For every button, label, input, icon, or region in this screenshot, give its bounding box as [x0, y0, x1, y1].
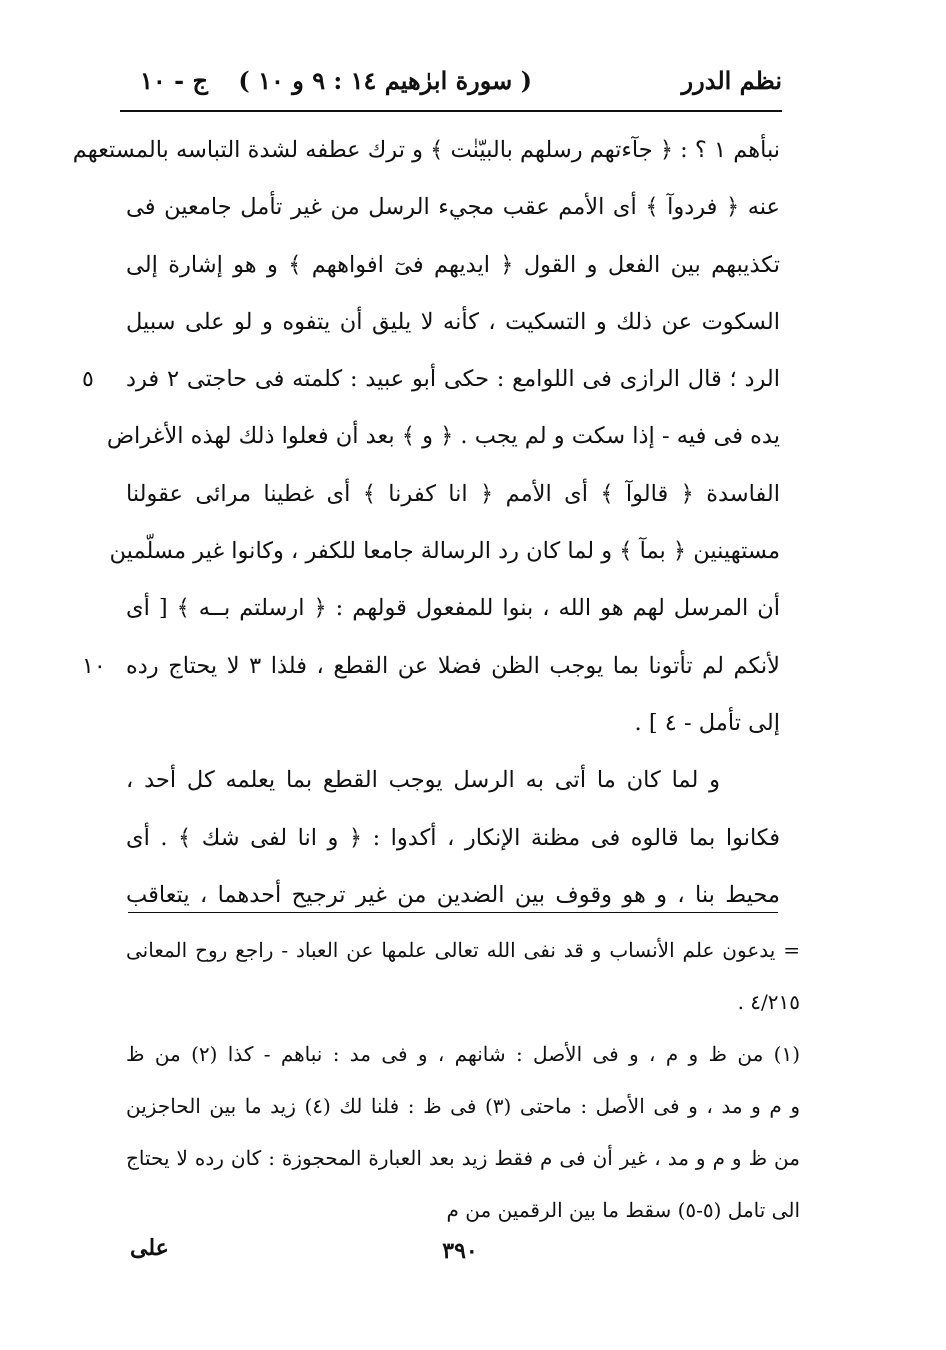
text-line [82, 351, 780, 408]
footnote-line: (١) من ظ و م ، و فى الأصل : شانهم ، و فى مد : نباهم - كذا (٢) من ظ [126, 1042, 801, 1066]
text-line [106, 408, 780, 465]
text-line [126, 752, 780, 809]
line-content: لأنكم لم تأتونا بما يوجب الظن فضلا عن القطع ، فلذا ٣ لا يحتاج رده [126, 652, 780, 679]
text-line [126, 580, 780, 637]
text-line [126, 695, 780, 752]
footnotes [126, 924, 800, 1236]
line-number: ٥ [82, 367, 94, 393]
line-content: و لما كان ما أتى به الرسل يوجب القطع بما يعلمه كل أحد ، [126, 767, 720, 794]
page-number: ٣٩٠ [442, 1238, 478, 1264]
line-content: أن المرسل لهم هو الله ، بنوا للمفعول قولهم : ﴿ ارسلتم بــه ﴾ [ أى [126, 595, 780, 622]
surah-reference: ( سورة ابرٰهيم ١٤ : ٩ و ١٠ ) [238, 66, 532, 95]
line-content: عنه ﴿ فردوآ ﴾ أى الأمم عقب مجيء الرسل من غير تأمل جامعين فى [126, 194, 780, 221]
catchword: على [130, 1235, 169, 1261]
line-content: السكوت عن ذلك و التسكيت ، كأنه لا يليق أن يتفوه و لو على سبيل [126, 308, 780, 335]
book-title: نظم الدرر [681, 66, 782, 95]
footnote-line: ٤/٢١٥ . [737, 990, 800, 1014]
footnote-line: من ظ و م و مد ، غير أن فى م فقط زيد بعد العبارة المحجوزة : كان رده لا يحتاج [126, 1146, 800, 1170]
footnote-line: = يدعون علم الأنساب و قد نفى الله تعالى علمها عن العباد - راجع روح المعانى [126, 938, 800, 962]
text-line [126, 466, 780, 523]
text-line [126, 237, 780, 294]
text-line [126, 179, 780, 236]
footnote-rule [128, 912, 778, 913]
volume-number: ج - ١٠ [140, 66, 208, 95]
footnote-line: و م و مد ، و فى الأصل : ماحتى (٣) فى ظ : فلنا لك (٤) زيد ما بين الحاجزين [126, 1094, 800, 1118]
line-content: الرد ؛ قال الرازى فى اللوامع : حكى أبو عبيد : كلمته فى حاجتى ٢ فرد [126, 366, 780, 393]
main-text [72, 122, 780, 924]
running-header [120, 58, 782, 104]
text-line [126, 810, 780, 867]
line-number: ١٠ [82, 653, 106, 679]
line-content: محيط بنا ، و هو وقوف بين الضدين من غير ترجيح أحدهما ، يتعاقب [126, 881, 780, 908]
line-content: الفاسدة ﴿ قالوآ ﴾ أى الأمم ﴿ انا كفرنا ﴾ أى غطينا مرائى عقولنا [126, 480, 780, 507]
line-content: فكانوا بما قالوه فى مظنة الإنكار ، أكدوا : ﴿ و انا لفى شك ﴾ . أى [126, 824, 780, 851]
text-line [126, 294, 780, 351]
line-content: يده فى فيه - إذا سكت و لم يجب . ﴿ و ﴾ بعد أن فعلوا ذلك لهذه الأغراض [106, 423, 780, 450]
line-content: تكذيبهم بين الفعل و القول ﴿ ايديهم فىٓ افواههم ﴾ و هو إشارة إلى [126, 251, 780, 278]
header-rule [120, 110, 782, 112]
text-line [72, 122, 780, 179]
line-content: إلى تأمل - ٤ ] . [634, 709, 780, 736]
text-line [82, 638, 780, 695]
text-line [126, 867, 780, 924]
line-content: نبأهم ١ ؟ : ﴿ جآءتهم رسلهم بالبيّنٰت ﴾ و ترك عطفه لشدة التباسه بالمستعهم [72, 137, 780, 163]
line-content: مستهينين ﴿ بمآ ﴾ و لما كان رد الرسالة جامعا للكفر ، وكانوا غير مسلّمين [109, 538, 780, 565]
footnote-line: الى تامل (٥-٥) سقط ما بين الرقمين من م [446, 1198, 800, 1222]
text-line [109, 523, 780, 580]
